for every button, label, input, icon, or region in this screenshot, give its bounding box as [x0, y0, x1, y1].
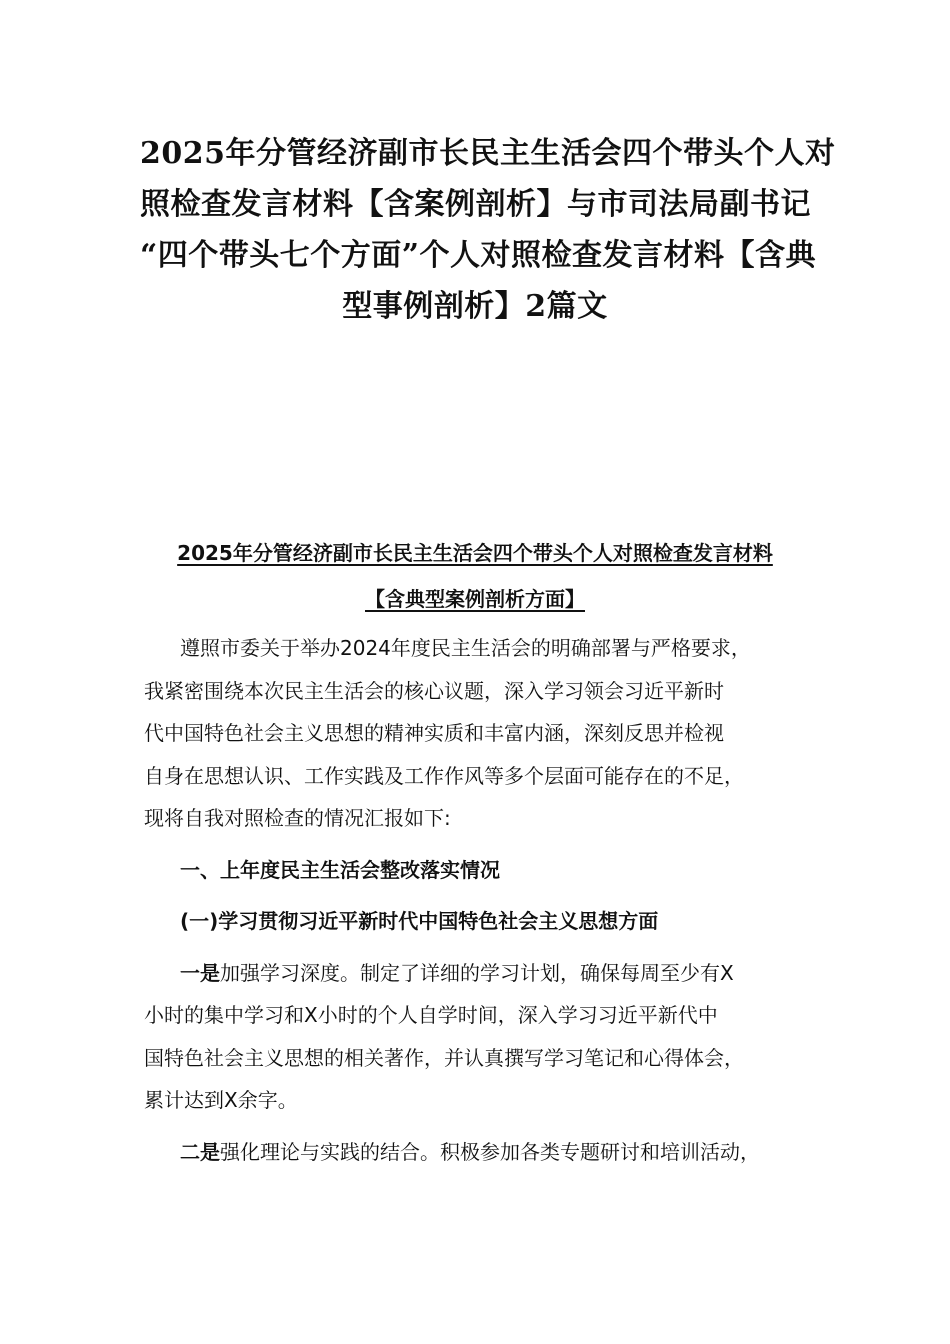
subsection-heading: (一)学习贯彻习近平新时代中国特色社会主义思想方面	[180, 909, 659, 933]
intro-line-2: 我紧密围绕本次民主生活会的核心议题，深入学习领会习近平新时	[144, 678, 724, 703]
subtitle-line-2: 【含典型案例剖析方面】	[365, 587, 585, 611]
para1-first-rest: 加强学习深度。制定了详细的学习计划，确保每周至少有X	[220, 960, 734, 985]
title-line-2: 照检查发言材料【含案例剖析】与市司法局副书记	[140, 187, 811, 222]
document-title	[140, 128, 836, 332]
para1-line-3: 国特色社会主义思想的相关著作，并认真撰写学习笔记和心得体会，	[144, 1045, 744, 1070]
title-line-1: 2025年分管经济副市长民主生活会四个带头个人对	[140, 136, 836, 171]
intro-line-1: 遵照市委关于举办2024年度民主生活会的明确部署与严格要求，	[180, 636, 751, 660]
para1-line-1	[144, 952, 814, 995]
title-line-4: 型事例剖析】2篇文	[342, 289, 608, 324]
subtitle-line-1: 2025年分管经济副市长民主生活会四个带头个人对照检查发言材料	[177, 541, 773, 565]
intro-line-4: 自身在思想认识、工作实践及工作作风等多个层面可能存在的不足，	[144, 763, 744, 788]
para2-lead: 二是	[180, 1139, 220, 1164]
para2-first-rest: 强化理论与实践的结合。积极参加各类专题研讨和培训活动，	[220, 1139, 760, 1164]
intro-line-3: 代中国特色社会主义思想的精神实质和丰富内涵，深刻反思并检视	[144, 721, 724, 745]
intro-line-5: 现将自我对照检查的情况汇报如下:	[144, 806, 451, 830]
para1-lead: 一是	[180, 960, 220, 985]
para1-line-4: 累计达到X余字。	[144, 1088, 298, 1112]
title-line-3: “四个带头七个方面”个人对照检查发言材料【含典	[140, 238, 817, 273]
document-body	[144, 627, 814, 1173]
para2-line-1	[144, 1131, 814, 1174]
para1-line-2: 小时的集中学习和X小时的个人自学时间，深入学习习近平新代中	[144, 1003, 718, 1027]
section-heading: 一、上年度民主生活会整改落实情况	[180, 857, 500, 882]
